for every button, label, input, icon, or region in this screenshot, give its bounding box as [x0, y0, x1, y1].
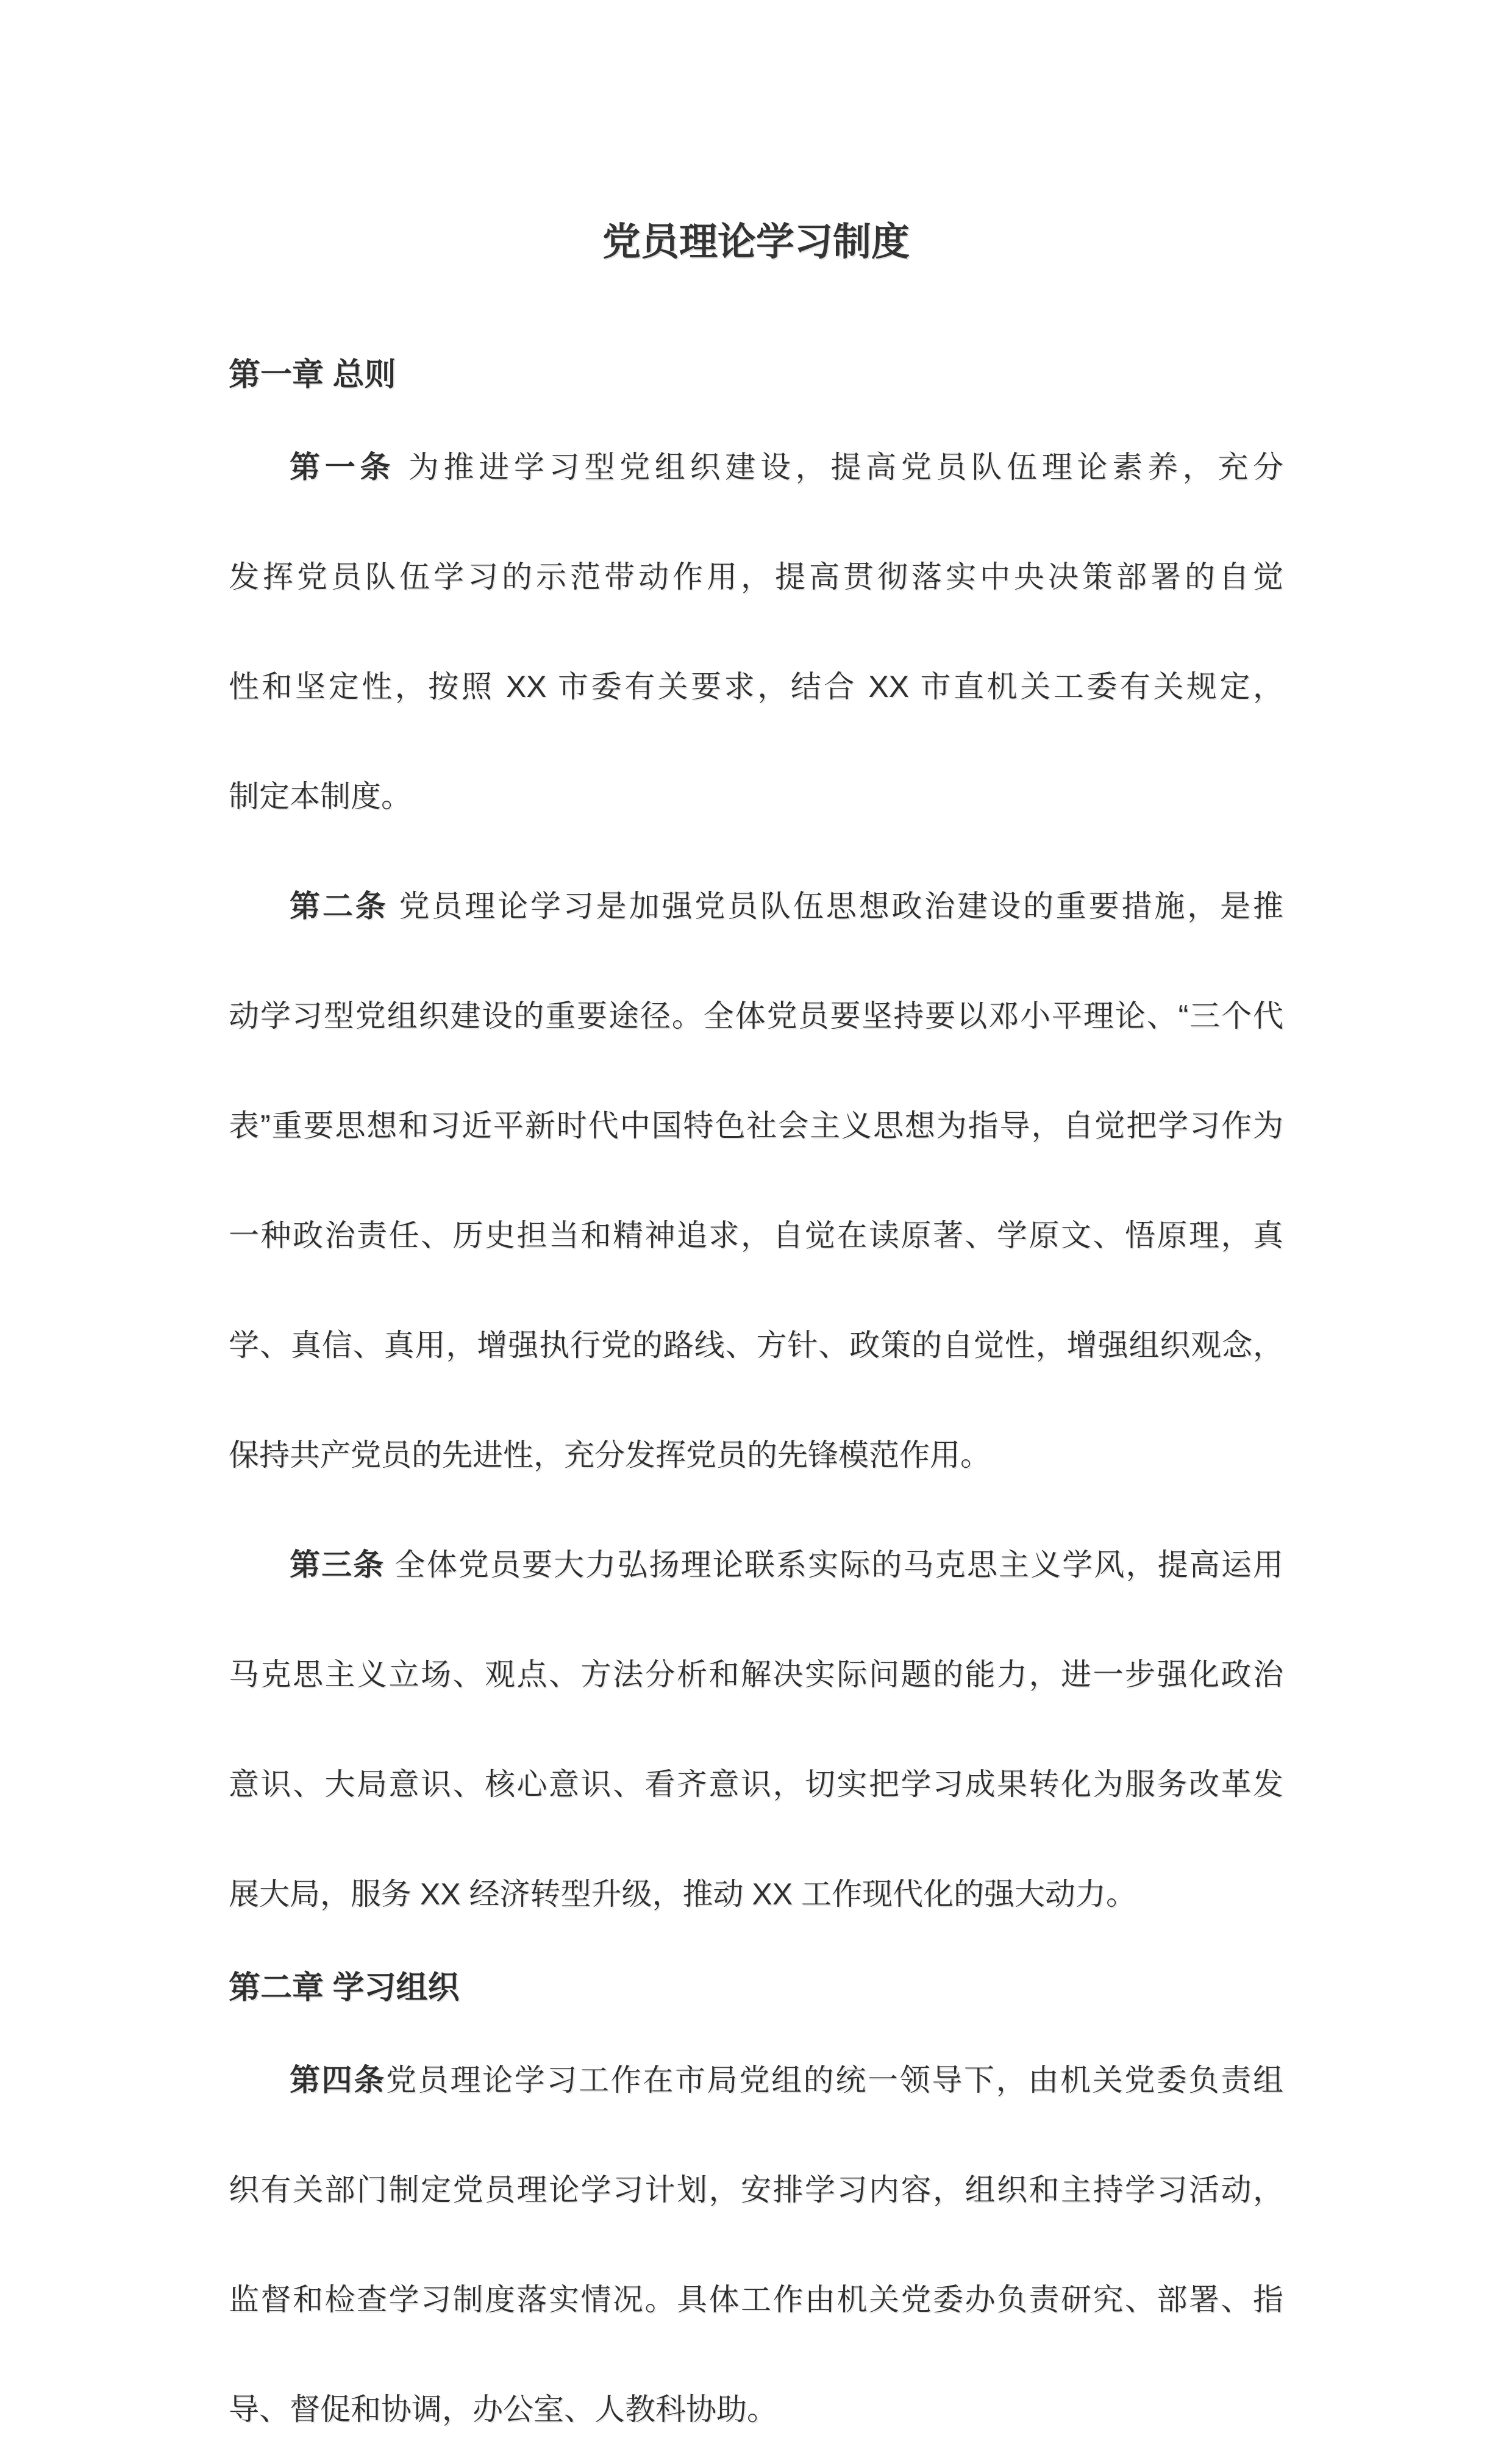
chapter-1-heading: 第一章 总则 [229, 357, 396, 393]
article-3-paragraph [229, 1525, 1283, 1934]
article-2-text: 党员理论学习是加强党员队伍思想政治建设的重要措施，是推 [388, 889, 1284, 923]
paragraph-line: 意识、大局意识、核心意识、看齐意识，切实把学习成果转化为服务改革发 [229, 1767, 1283, 1801]
article-1-paragraph [229, 427, 1283, 836]
chapter-2-heading: 第二章 学习组织 [229, 1970, 460, 2006]
paragraph-line: 织有关部门制定党员理论学习计划，安排学习内容，组织和主持学习活动， [229, 2173, 1283, 2207]
paragraph-line [229, 427, 1283, 507]
paragraph-line: 马克思主义立场、观点、方法分析和解决实际问题的能力，进一步强化政治 [229, 1657, 1283, 1692]
paragraph-line: 导、督促和协调，办公室、人教科协助。 [229, 2392, 777, 2426]
paragraph-line [229, 1525, 1283, 1604]
paragraph-line: 保持共产党员的先进性，充分发挥党员的先锋模范作用。 [229, 1438, 991, 1472]
article-2-paragraph [229, 867, 1283, 1495]
paragraph-line: 动学习型党组织建设的重要途径。全体党员要坚持要以邓小平理论、“三个代 [229, 999, 1283, 1033]
document-page [0, 218, 1512, 2426]
paragraph-line: 表”重要思想和习近平新时代中国特色社会主义思想为指导，自觉把学习作为 [229, 1109, 1283, 1143]
paragraph-line [229, 2040, 1283, 2120]
article-3-label: 第三条 [290, 1548, 385, 1582]
paragraph-line: 性和坚定性，按照 XX 市委有关要求，结合 XX 市直机关工委有关规定， [229, 670, 1283, 704]
article-4-paragraph [229, 2040, 1283, 2449]
article-1-text: 为推进学习型党组织建设，提高党员队伍理论素养，充分 [395, 450, 1284, 484]
paragraph-line [229, 867, 1283, 946]
paragraph-line: 发挥党员队伍学习的示范带动作用，提高贯彻落实中央决策部署的自觉 [229, 560, 1283, 594]
article-4-label: 第四条 [290, 2063, 386, 2097]
document-title: 党员理论学习制度 [602, 221, 910, 263]
paragraph-line: 学、真信、真用，增强执行党的路线、方针、政策的自觉性，增强组织观念， [229, 1328, 1283, 1362]
article-1-label: 第一条 [290, 450, 396, 484]
article-4-text: 党员理论学习工作在市局党组的统一领导下，由机关党委负责组 [386, 2063, 1283, 2097]
article-2-label: 第二条 [290, 889, 388, 923]
paragraph-line: 展大局，服务 XX 经济转型升级，推动 XX 工作现代化的强大动力。 [229, 1877, 1136, 1911]
article-3-text: 全体党员要大力弘扬理论联系实际的马克思主义学风，提高运用 [385, 1548, 1284, 1582]
paragraph-line: 监督和检查学习制度落实情况。具体工作由机关党委办负责研究、部署、指 [229, 2283, 1283, 2317]
paragraph-line: 制定本制度。 [229, 779, 412, 813]
paragraph-line: 一种政治责任、历史担当和精神追求，自觉在读原著、学原文、悟原理，真 [229, 1218, 1283, 1253]
